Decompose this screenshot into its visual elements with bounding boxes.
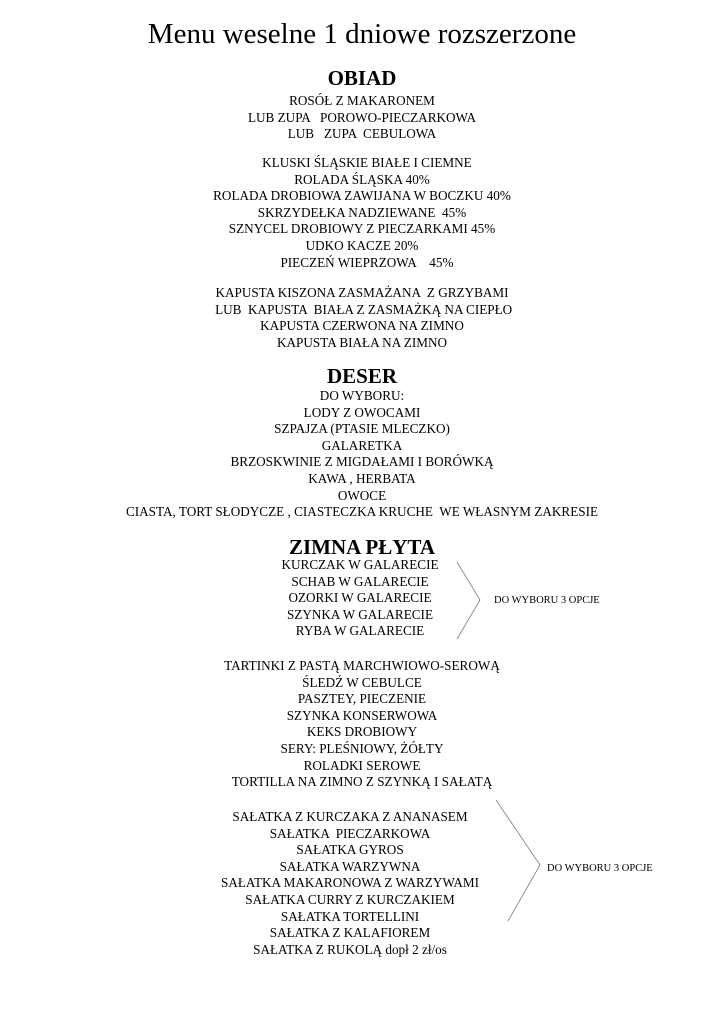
menu-item: DO WYBORU:	[319, 388, 405, 403]
menu-item: UDKO KACZE 20%	[305, 237, 419, 253]
menu-item: KAPUSTA KISZONA ZASMAŻANA Z GRZYBAMI	[215, 285, 509, 300]
salads-bracket	[496, 800, 540, 921]
menu-item: SAŁATKA Z KURCZAKA Z ANANASEM	[232, 809, 468, 824]
menu-item: ROLADA ŚLĄSKA 40%	[294, 171, 430, 187]
menu-item: SAŁATKA Z RUKOLĄ dopł 2 zł/os	[253, 941, 447, 957]
menu-item: ROLADKI SEROWE	[303, 757, 421, 773]
menu-item: LUB ZUPA CEBULOWA	[287, 126, 437, 142]
menu-item: KAPUSTA BIAŁA NA ZIMNO	[276, 334, 448, 350]
menu-item: OZORKI W GALARECIE	[288, 590, 432, 606]
menu-item: SAŁATKA TORTELLINI	[280, 908, 420, 924]
menu-item: GALARETKA	[321, 437, 403, 453]
menu-item: SAŁATKA CURRY Z KURCZAKIEM	[245, 891, 455, 907]
jellied-list	[240, 557, 480, 640]
menu-item: SAŁATKA WARZYWNA	[279, 858, 421, 874]
menu-item: BRZOSKWINIE Z MIGDAŁAMI I BORÓWKĄ	[230, 454, 494, 470]
menu-item: SZPAJZA (PTASIE MLECZKO)	[274, 421, 450, 437]
menu-item: LODY Z OWOCAMI	[303, 404, 421, 420]
menu-item: KAPUSTA CZERWONA NA ZIMNO	[260, 318, 464, 334]
menu-item: SAŁATKA PIECZARKOWA	[269, 825, 431, 841]
menu-item: SCHAB W GALARECIE	[291, 573, 429, 589]
menu-item: KAWA , HERBATA	[308, 470, 416, 486]
menu-item: PASZTEY, PIECZENIE	[297, 691, 427, 707]
menu-item: LUB ZUPA POROWO-PIECZARKOWA	[247, 109, 477, 125]
heading-zimna-plyta: ZIMNA PŁYTA	[288, 535, 436, 559]
menu-item: SZYNKA W GALARECIE	[286, 606, 434, 622]
heading-deser: DESER	[326, 364, 398, 388]
menu-item: SAŁATKA GYROS	[296, 842, 404, 858]
obiad-soups	[0, 93, 724, 143]
menu-item: TARTINKI Z PASTĄ MARCHWIOWO-SEROWĄ	[224, 658, 500, 673]
obiad-sides	[0, 285, 724, 351]
menu-item: OWOCE	[337, 487, 387, 503]
menu-item: SKRZYDEŁKA NADZIEWANE 45%	[257, 204, 467, 220]
menu-item: KEKS DROBIOWY	[306, 724, 418, 740]
cold-items-list	[0, 658, 724, 791]
menu-item: SAŁATKA MAKARONOWA Z WARZYWAMI	[220, 875, 479, 891]
jellied-choice-note: DO WYBORU 3 OPCJE	[494, 595, 600, 606]
obiad-mains	[0, 155, 724, 271]
menu-item: ROLADA DROBIOWA ZAWIJANA W BOCZKU 40%	[213, 188, 511, 204]
menu-item: PIECZEŃ WIEPRZOWA 45%	[270, 254, 454, 270]
page-title: Menu weselne 1 dniowe rozszerzone	[147, 18, 577, 50]
salads-choice-note: DO WYBORU 3 OPCJE	[547, 863, 653, 874]
menu-item: ŚLEDŹ W CEBULCE	[302, 674, 422, 690]
menu-item: SERY: PLEŚNIOWY, ŻÓŁTY	[280, 740, 444, 756]
menu-item: SAŁATKA Z KALAFIOREM	[269, 925, 431, 941]
menu-item: LUB KAPUSTA BIAŁA Z ZASMAŻKĄ NA CIEPŁO	[211, 301, 513, 317]
menu-item: KLUSKI ŚLĄSKIE BIAŁE I CIEMNE	[252, 155, 472, 170]
menu-item: CIASTA, TORT SŁODYCZE , CIASTECZKA KRUCHE WE WŁASNYM ZAKRESIE	[125, 504, 599, 520]
menu-item: SZNYCEL DROBIOWY Z PIECZARKAMI 45%	[228, 221, 496, 237]
salads-list	[200, 809, 500, 958]
menu-item: TORTILLA NA ZIMNO Z SZYNKĄ I SAŁATĄ	[231, 774, 493, 790]
menu-item: ROSÓŁ Z MAKARONEM	[289, 93, 435, 108]
menu-item: SZYNKA KONSERWOWA	[286, 707, 438, 723]
menu-item: RYBA W GALARECIE	[295, 623, 425, 639]
heading-obiad: OBIAD	[327, 66, 397, 90]
menu-item: KURCZAK W GALARECIE	[281, 557, 439, 572]
deser-items	[0, 388, 724, 521]
